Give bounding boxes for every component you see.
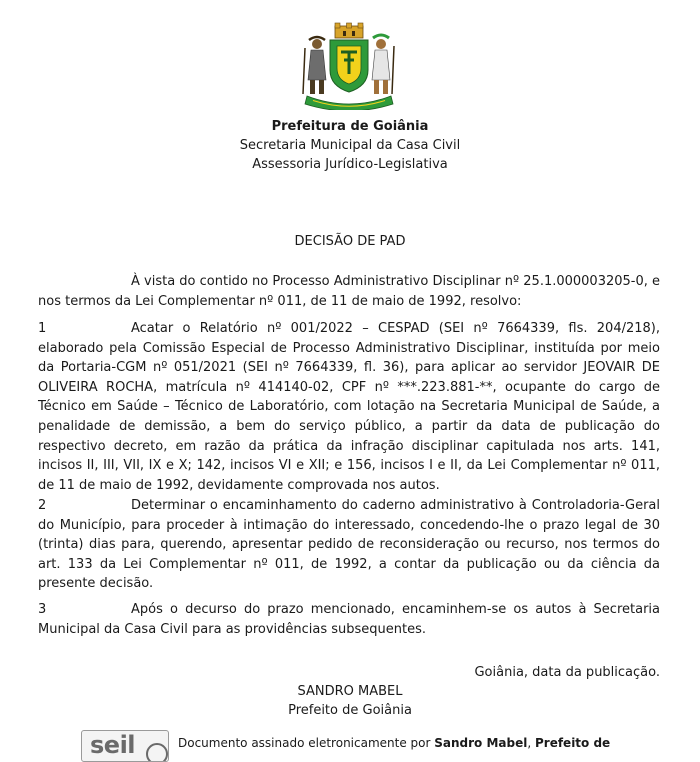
electronic-signature-note	[178, 736, 610, 750]
organization-name: Prefeitura de Goiânia	[271, 119, 429, 134]
item-text: Após o decurso do prazo mencionado, encaminhem-se os autos à Secretaria Municipal da Casa Civil para as providências subsequentes.	[38, 602, 660, 637]
signer-name: Sandro Mabel	[434, 736, 528, 750]
signature-note-prefix: Documento assinado eletronicamente por	[178, 736, 435, 750]
item-text: Determinar o encaminhamento do caderno administrativo à Controladoria-Geral do Município, para proceder à intimação do interessado, concedendo-lhe o prazo legal de 30 (trinta) dias para, querendo, apresentar pedido de reconsideração ou recurso, nos termos do art. 133 da Lei Complementar nº 011, de 1992, a contar da publicação ou da ciência da presente decisão.	[38, 498, 660, 592]
intro-paragraph	[38, 272, 660, 311]
decision-item-2	[38, 496, 660, 594]
office-name: Assessoria Jurídico-Legislativa	[252, 157, 448, 172]
sei-logo-text: seil	[90, 731, 136, 759]
place-and-date: Goiânia, data da publicação.	[474, 665, 660, 680]
document-title: DECISÃO DE PAD	[294, 234, 406, 249]
secretariat-name: Secretaria Municipal da Casa Civil	[239, 138, 461, 153]
item-number: 2	[38, 498, 47, 513]
decision-item-1	[38, 319, 660, 495]
item-number: 1	[38, 321, 47, 336]
signatory-name: SANDRO MABEL	[297, 684, 403, 699]
intro-text: À vista do contido no Processo Administrativo Disciplinar nº 25.1.000003205-0, e nos termos da Lei Complementar nº 011, de 11 de maio de 1992, resolvo:	[38, 274, 661, 309]
goiania-coat-of-arms-logo	[299, 22, 399, 110]
decision-item-3	[38, 600, 660, 639]
signature-note-separator: ,	[527, 736, 535, 750]
signatory-role: Prefeito de Goiânia	[288, 703, 412, 718]
signer-role: Prefeito de	[534, 736, 611, 750]
item-text: Acatar o Relatório nº 001/2022 – CESPAD (SEI nº 7664339, fls. 204/218), elaborado pela Comissão Especial de Processo Administrativo Disciplinar, instituída por meio da Portaria-CGM nº 051/2021 (SEI nº 7664339, fl. 36), para aplicar ao servidor JEOVAIR DE OLIVEIRA ROCHA, matrícula nº 414140-02, CPF nº ***.223.881-**, ocupante do cargo de Técnico em Saúde – Técnico de Laboratório, com lotação na Secretaria Municipal de Saúde, a penalidade de demissão, a bem do serviço público, a partir da data de publicação do respectivo decreto, em razão da prática da infração disciplinar capitulada nos arts. 141, incisos II, III, VII, IX e X; 142, incisos VI e XII; e 156, incisos I e II, da Lei Complementar nº 011, de 11 de maio de 1992, devidamente comprovada nos autos.	[38, 321, 660, 493]
item-number: 3	[38, 602, 47, 617]
sei-logo	[81, 730, 169, 762]
sei-logo-circle-icon	[146, 743, 168, 762]
